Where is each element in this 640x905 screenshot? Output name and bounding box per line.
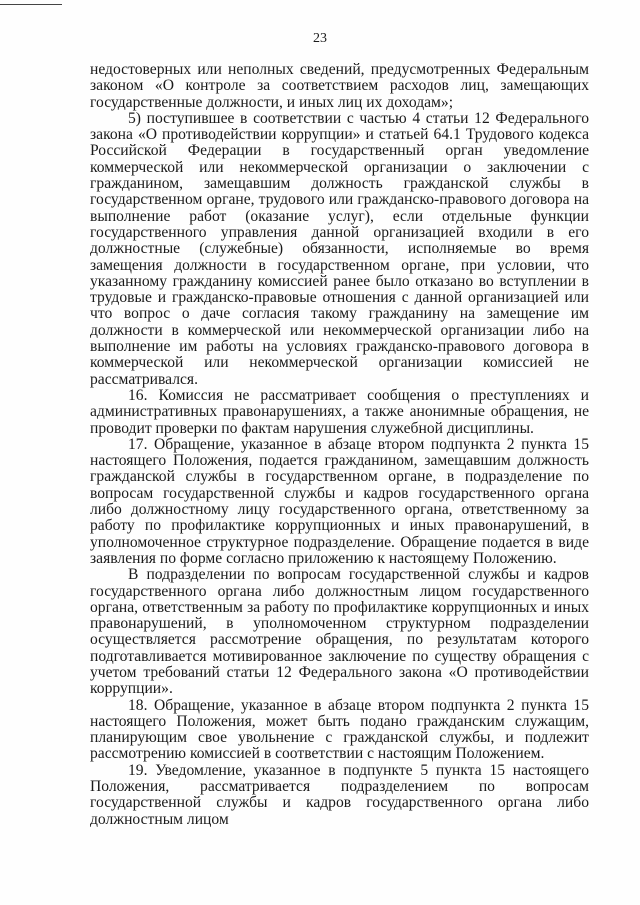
paragraph-16: 16. Комиссия не рассматривает сообщения о преступлениях и административных правонарушениях, а также анонимные обращения, не проводит проверки по фактам нарушения служебной дисциплины. [90,386,589,437]
page-number: 23 [313,31,327,46]
paragraph-17-continued: В подразделении по вопросам государственной службы и кадров государственного органа либо должностным лицом государственного органа, ответственным за работу по профилактике коррупционных и иных правонарушений, в уполномоченном структурном подразделении осуществляется рассмотрение обращения, по результатам которого подготавливается мотивированное заключение по существу обращения с учетом требований статьи 12 Федерального закона «О противодействии коррупции». [90,566,589,698]
paragraph-18: 18. Обращение, указанное в абзаце втором подпункта 2 пункта 15 настоящего Положения, может быть подано гражданским служащим, планирующим свое увольнение с гражданской службы, и подлежит рассмотрению комиссией в соответствии с настоящим Положением. [90,696,589,763]
paragraph-17: 17. Обращение, указанное в абзаце втором подпункта 2 пункта 15 настоящего Положения, подается гражданином, замещавшим должность гражданской службы в государственном органе, в подразделение по вопросам государственной службы и кадров государственного органа либо должностному лицу государственного органа, ответственному за работу по профилактике коррупционных и иных правонарушений, в уполномоченное структурное подразделение. Обращение подается в виде заявления по форме согласно приложению к настоящему Положению. [90,435,589,567]
paragraph-continuation: недостоверных или неполных сведений, предусмотренных Федеральным законом «О контроле за соответствием расходов лиц, замещающих государственные должности, и иных лиц их доходам»; [90,61,589,111]
top-edge-rule [0,4,62,5]
document-body [90,62,589,828]
paragraph-item-5: 5) поступившее в соответствии с частью 4 статьи 12 Федерального закона «О противодействии коррупции» и статьей 64.1 Трудового кодекса Российской Федерации в государственный орган уведомление коммерческой или некоммерческой организации о заключении с гражданином, замещавшим должность гражданской службы в государственном органе, трудового или гражданско-правового договора на выполнение работ (оказание услуг), если отдельные функции государственного управления данной организацией входили в его должностные (служебные) обязанности, исполняемые во время замещения должности в государственном органе, при условии, что указанному гражданину комиссией ранее было отказано во вступлении в трудовые и гражданско-правовые отношения с данной организацией или что вопрос о даче согласия такому гражданину на замещение им должности в коммерческой или некоммерческой организации либо на выполнение им работы на условиях гражданско-правового договора в коммерческой или некоммерческой организации комиссией не рассматривался. [90,109,589,388]
paragraph-19: 19. Уведомление, указанное в подпункте 5 пункта 15 настоящего Положения, рассматривается подразделением по вопросам государственной службы и кадров государственного органа либо должностным лицом [90,761,589,828]
